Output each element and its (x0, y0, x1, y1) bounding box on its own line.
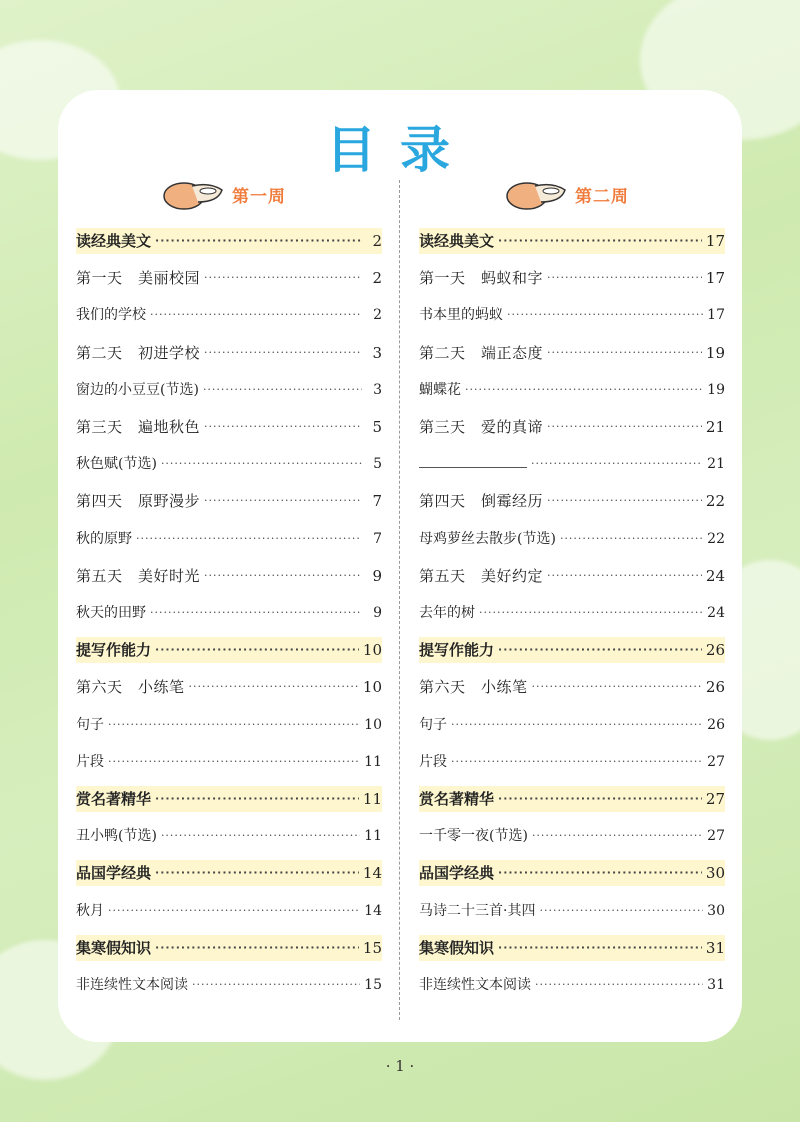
toc-page-number: 31 (707, 977, 725, 993)
dot-leader (108, 898, 360, 924)
dot-leader (204, 414, 362, 440)
column-divider (399, 180, 400, 1020)
toc-entry-row[interactable] (76, 488, 382, 514)
toc-section-row[interactable] (76, 637, 382, 663)
toc-page-number: 14 (362, 864, 382, 883)
toc-page-number: 17 (705, 269, 725, 288)
toc-entry-title: 读经典美文 (419, 232, 495, 250)
toc-page-number: 15 (364, 977, 382, 993)
toc-entry-title: 非连续性文本阅读 (419, 977, 531, 993)
toc-section-row[interactable] (76, 228, 382, 254)
dot-leader (150, 302, 362, 328)
toc-entry-row[interactable] (76, 451, 382, 477)
toc-entry-row[interactable] (419, 451, 725, 477)
week2-heading (505, 176, 629, 212)
dot-leader (155, 228, 362, 254)
dot-leader (204, 563, 362, 589)
dot-leader (136, 526, 362, 552)
toc-page-number: 14 (364, 902, 382, 919)
toc-entry-title: 第三天 遍地秋色 (76, 418, 201, 436)
toc-entry-title: 去年的树 (419, 605, 475, 621)
dot-leader (532, 674, 702, 700)
toc-page-number: 5 (372, 418, 382, 436)
toc-section-row[interactable] (419, 228, 725, 254)
dot-leader (155, 860, 359, 886)
toc-page-number: 27 (707, 753, 725, 770)
dot-leader (204, 488, 362, 514)
toc-entry-title: 第六天 小练笔 (76, 678, 185, 697)
dot-leader (451, 712, 703, 738)
toc-entry-title: 秋天的田野 (76, 605, 146, 621)
toc-page-number: 3 (372, 343, 382, 362)
dot-leader (108, 712, 360, 738)
dot-leader (155, 637, 359, 663)
toc-entry-title: 窗边的小豆豆(节选) (76, 381, 199, 398)
toc-entry-row[interactable] (419, 712, 725, 738)
dot-leader (507, 302, 703, 328)
toc-entry-row[interactable] (76, 823, 382, 849)
toc-entry-row[interactable] (419, 302, 725, 328)
toc-section-row[interactable] (419, 786, 725, 812)
toc-entry-title: 提写作能力 (76, 641, 152, 660)
toc-entry-title: 一千零一夜(节选) (419, 828, 528, 845)
bowl-icon (505, 176, 569, 212)
toc-entry-title: 第一天 美丽校园 (76, 269, 201, 288)
toc-page-number: 7 (372, 492, 382, 511)
toc-entry-title: 第四天 原野漫步 (76, 492, 201, 511)
toc-entry-row[interactable] (76, 674, 382, 700)
dot-leader (547, 414, 702, 440)
toc-page-number: 19 (705, 343, 725, 362)
dot-leader (547, 265, 702, 291)
toc-section-row[interactable] (419, 860, 725, 886)
dot-leader (531, 451, 703, 477)
toc-entry-title: 句子 (419, 716, 447, 733)
toc-entry-row[interactable] (419, 340, 725, 366)
toc-entry-row[interactable] (76, 377, 382, 403)
dot-leader (192, 972, 360, 998)
toc-entry-row[interactable] (76, 600, 382, 626)
toc-page-number: 30 (707, 902, 725, 919)
dot-leader (535, 972, 703, 998)
toc-page-number: 9 (373, 605, 382, 621)
dot-leader (479, 600, 703, 626)
dot-leader (498, 860, 702, 886)
toc-page-number: 26 (707, 716, 725, 733)
toc-entry-row[interactable] (76, 414, 382, 440)
dot-leader (498, 786, 702, 812)
toc-entry-row[interactable] (419, 823, 725, 849)
dot-leader (161, 823, 360, 849)
dot-leader (539, 898, 703, 924)
toc-page-number: 17 (707, 307, 725, 324)
toc-entry-title: 片段 (76, 753, 104, 770)
toc-page-number: 10 (362, 678, 382, 697)
toc-page-number: 27 (707, 828, 725, 845)
toc-page-number: 11 (362, 790, 382, 808)
toc-section-row[interactable] (76, 860, 382, 886)
toc-page-number: 7 (373, 530, 382, 547)
dot-leader (204, 265, 362, 291)
toc-entry-row[interactable] (76, 898, 382, 924)
toc-page-number: 22 (707, 530, 725, 547)
toc-entry-row[interactable] (419, 749, 725, 775)
toc-entry-row[interactable] (76, 563, 382, 589)
toc-page-number: 21 (707, 456, 725, 473)
toc-entry-row[interactable] (419, 526, 725, 552)
toc-entry-row[interactable] (76, 302, 382, 328)
toc-entry-title: 品国学经典 (419, 864, 495, 883)
toc-section-row[interactable] (76, 935, 382, 961)
toc-entry-row[interactable] (76, 340, 382, 366)
toc-entry-title: 赏名著精华 (76, 790, 152, 808)
dot-leader (108, 749, 360, 775)
toc-page-number: 11 (364, 828, 382, 845)
toc-entry-title: 第三天 爱的真谛 (419, 418, 544, 436)
toc-page-number: 27 (705, 790, 725, 808)
toc-page-number: 11 (364, 753, 382, 770)
toc-page-number: 24 (707, 605, 725, 621)
dot-leader (547, 563, 702, 589)
bowl-icon (162, 176, 226, 212)
toc-entry-title: 秋色赋(节选) (76, 456, 157, 473)
dot-leader (547, 340, 702, 366)
toc-entry-row[interactable] (419, 600, 725, 626)
dot-leader (203, 377, 362, 403)
toc-entry-row[interactable] (76, 972, 382, 998)
toc-entry-row[interactable] (419, 265, 725, 291)
toc-page-number: 22 (705, 492, 725, 511)
week1-label: 第一周 (232, 186, 286, 207)
toc-entry-row[interactable] (419, 414, 725, 440)
toc-entry-title: 提写作能力 (419, 641, 495, 660)
toc-entry-title: 马诗二十三首·其四 (419, 902, 536, 919)
toc-page-number: 30 (705, 864, 725, 883)
toc-entry-title: 集寒假知识 (76, 938, 152, 957)
toc-entry-title: 第五天 美好时光 (76, 566, 201, 585)
toc-entry-row[interactable] (76, 265, 382, 291)
toc-entry-title: 第六天 小练笔 (419, 678, 528, 697)
toc-entry-title: 秋的原野 (76, 530, 132, 547)
toc-entry-title: 句子 (76, 716, 104, 733)
toc-entry-row[interactable] (419, 488, 725, 514)
toc-page-number: 31 (705, 938, 725, 957)
week1-heading (162, 176, 286, 212)
dot-leader (532, 823, 703, 849)
toc-entry-title: 品国学经典 (76, 864, 152, 883)
toc-page-number: 5 (373, 456, 382, 473)
toc-page-number: 10 (364, 716, 382, 733)
dot-leader (150, 600, 362, 626)
toc-entry-title: 非连续性文本阅读 (76, 977, 188, 993)
page-number: · 1 · (385, 1057, 415, 1075)
toc-entry-title: 母鸡萝丝去散步(节选) (419, 530, 556, 547)
fill-in-blank (419, 453, 527, 468)
dot-leader (451, 749, 703, 775)
toc-entry-row[interactable] (419, 972, 725, 998)
dot-leader (498, 637, 702, 663)
toc-entry-title: 第二天 端正态度 (419, 343, 544, 362)
toc-entry-title: 第一天 蚂蚁和字 (419, 269, 544, 288)
toc-entry-title: 我们的学校 (76, 307, 146, 324)
toc-page-number: 26 (705, 641, 725, 660)
toc-page-number: 19 (707, 381, 725, 398)
toc-entry-title: 第四天 倒霉经历 (419, 492, 544, 511)
toc-entry-row[interactable] (419, 898, 725, 924)
toc-entry-row[interactable] (419, 674, 725, 700)
toc-entry-row[interactable] (419, 377, 725, 403)
toc-page-number: 2 (373, 307, 382, 324)
toc-entry-title: 第二天 初进学校 (76, 343, 201, 362)
dot-leader (465, 377, 703, 403)
toc-page-number: 21 (705, 418, 725, 436)
toc-entry-row[interactable] (76, 526, 382, 552)
toc-entry-title: 秋月 (76, 902, 104, 919)
dot-leader (204, 340, 362, 366)
toc-page-number: 3 (373, 381, 382, 398)
toc-page-number: 26 (705, 678, 725, 697)
week2-label: 第二周 (575, 186, 629, 207)
toc-page-number: 24 (705, 566, 725, 585)
dot-leader (498, 935, 702, 961)
toc-page-number: 2 (372, 269, 382, 288)
toc-entry-title: 片段 (419, 753, 447, 770)
toc-entry-title: 丑小鸭(节选) (76, 828, 157, 845)
toc-entry-title: 蝴蝶花 (419, 381, 461, 398)
dot-leader (155, 786, 359, 812)
toc-entry-row[interactable] (76, 749, 382, 775)
toc-entry-row[interactable] (419, 563, 725, 589)
dot-leader (547, 488, 702, 514)
toc-entry-row[interactable] (76, 712, 382, 738)
toc-entry-title: 第五天 美好约定 (419, 566, 544, 585)
page-title: 目录 (326, 121, 474, 179)
toc-entry-title: 集寒假知识 (419, 938, 495, 957)
toc-page-number: 10 (362, 641, 382, 660)
toc-page-number: 17 (705, 232, 725, 250)
toc-section-row[interactable] (419, 935, 725, 961)
dot-leader (498, 228, 702, 254)
toc-entry-title: 赏名著精华 (419, 790, 495, 808)
toc-page-number: 15 (362, 938, 382, 957)
toc-page-number: 9 (372, 566, 382, 585)
dot-leader (161, 451, 362, 477)
dot-leader (155, 935, 359, 961)
toc-page-number: 2 (372, 232, 382, 250)
toc-entry-title: 书本里的蚂蚁 (419, 307, 503, 324)
toc-section-row[interactable] (76, 786, 382, 812)
toc-entry-title (419, 451, 527, 477)
dot-leader (560, 526, 703, 552)
toc-section-row[interactable] (419, 637, 725, 663)
toc-entry-title: 读经典美文 (76, 232, 152, 250)
dot-leader (189, 674, 359, 700)
